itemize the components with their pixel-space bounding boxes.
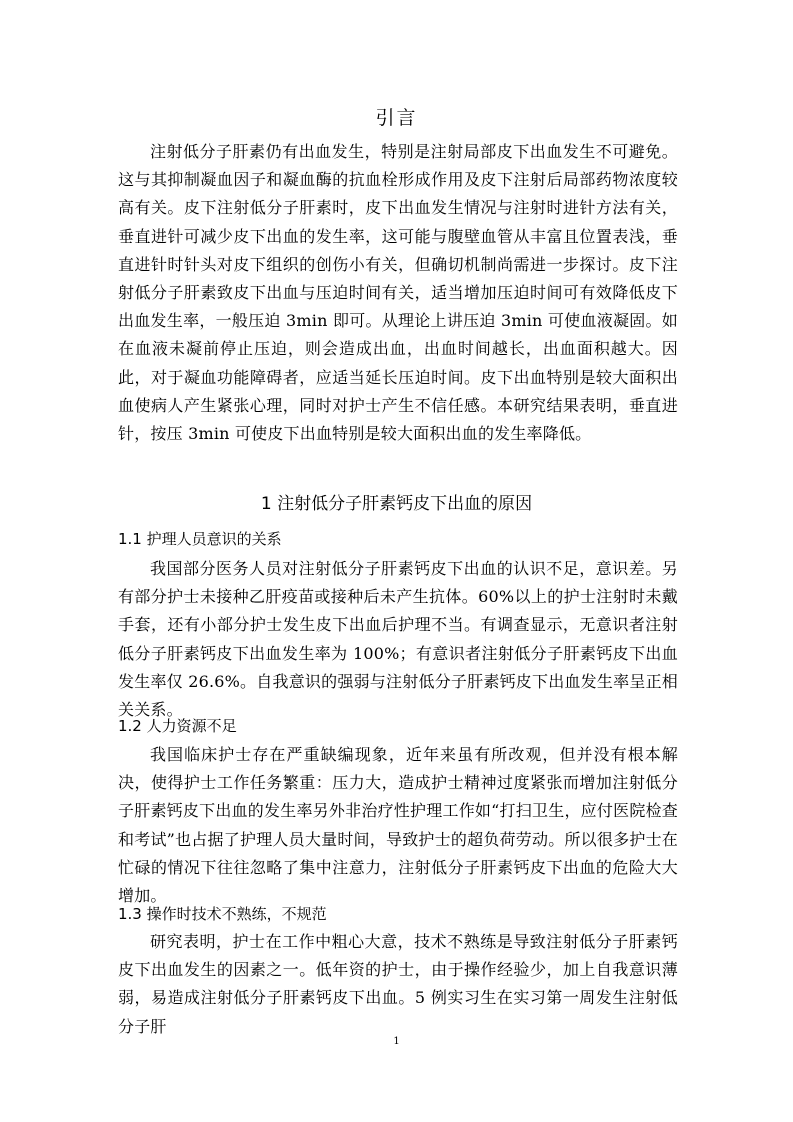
- section-paragraph-1-1: 我国部分医务人员对注射低分子肝素钙皮下出血的认识不足，意识差。另有部分护士未接种乙肝疫苗或接种后未产生抗体。60%以上的护士注射时未戴手套，还有小部分护士发生皮下出血后护理不当。有调查显示，无意识者注射低分子肝素钙皮下出血发生率为 100%；有意识者注射低分子肝素钙皮下出血发生率仅 26.6%。自我意识的强弱与注射低分子肝素钙皮下出血发生率呈正相关关系。: [118, 559, 678, 720]
- page-number: 1: [393, 1036, 400, 1047]
- section-paragraph-1-3: 研究表明，护士在工作中粗心大意，技术不熟练是导致注射低分子肝素钙皮下出血发生的因素之一。低年资的护士，由于操作经验少，加上自我意识薄弱，易造成注射低分子肝素钙皮下出血。5 例实习生在实习第一周发生注射低分子肝: [118, 932, 678, 1036]
- section-heading-1-1: 1.1 护理人员意识的关系: [118, 530, 282, 548]
- section-paragraph-1-2: 我国临床护士存在严重缺编现象，近年来虽有所改观，但并没有根本解决，使得护士工作任务繁重：压力大，造成护士精神过度紧张而增加注射低分子肝素钙皮下出血的发生率另外非治疗性护理工作如“打扫卫生，应付医院检查和考试”也占据了护理人员大量时间，导致护士的超负荷劳动。所以很多护士在忙碌的情况下往往忽略了集中注意力，注射低分子肝素钙皮下出血的危险大大增加。: [118, 745, 678, 906]
- document-title: 引言: [375, 107, 418, 129]
- intro-paragraph: 注射低分子肝素仍有出血发生，特别是注射局部皮下出血发生不可避免。这与其抑制凝血因子和凝血酶的抗血栓形成作用及皮下注射后局部药物浓度较高有关。皮下注射低分子肝素时，皮下出血发生情况与注射时进针方法有关，垂直进针可减少皮下出血的发生率，这可能与腹壁血管从丰富且位置表浅，垂直进针时针头对皮下组织的创伤小有关，但确切机制尚需进一步探讨。皮下注射低分子肝素致皮下出血与压迫时间有关，适当增加压迫时间可有效降低皮下出血发生率，一般压迫 3min 即可。从理论上讲压迫 3min 可使血液凝固。如在血液未凝前停止压迫，则会造成出血，出血时间越长，出血面积越大。因此，对于凝血功能障碍者，应适当延长压迫时间。皮下出血特别是较大面积出血使病人产生紧张心理，同时对护士产生不信任感。本研究结果表明，垂直进针，按压 3min 可使皮下出血特别是较大面积出血的发生率降低。: [118, 142, 678, 444]
- chapter-heading: 1 注射低分子肝素钙皮下出血的原因: [260, 494, 533, 514]
- section-heading-1-3: 1.3 操作时技术不熟练，不规范: [118, 905, 327, 923]
- section-heading-1-2: 1.2 人力资源不足: [118, 717, 237, 735]
